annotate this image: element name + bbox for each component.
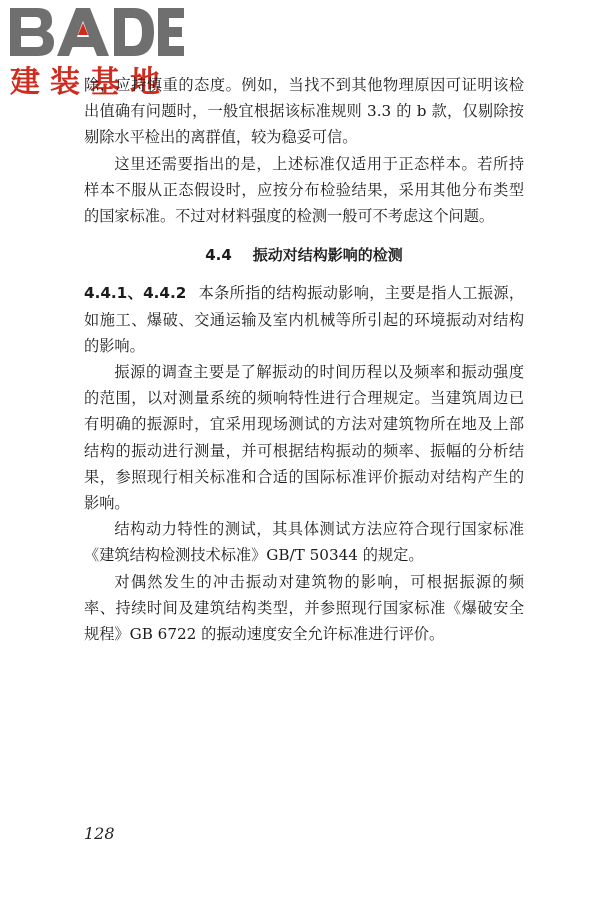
clause-paragraph [84,280,524,359]
paragraph-normality-note: 这里还需要指出的是，上述标准仅适用于正态样本。若所持样本不服从正态假设时，应按分布检验结果，采用其他分布类型的国家标准。不过对材料强度的检测一般可不考虑这个问题。 [84,154,524,226]
section-number: 4.4 [205,246,232,265]
clause-number: 4.4.1、4.4.2 [84,284,187,303]
paragraph-impact-vibration: 对偶然发生的冲击振动对建筑物的影响，可根据振源的频率、持续时间及建筑结构类型，并参照现行国家标准《爆破安全规程》GB 6722 的振动速度安全允许标准进行评价。 [84,572,524,644]
paragraph-continued: 除，应持慎重的态度。例如，当找不到其他物理原因可证明该检出值确有问题时，一般宜根据该标准规则 3.3 的 b 款，仅剔除按剔除水平检出的离群值，较为稳妥可信。 [84,76,524,147]
clause-text: 本条所指的结构振动影响，主要是指人工振源，如施工、爆破、交通运输及室内机械等所引起的环境振动对结构的影响。 [84,284,525,355]
logo-wordmark-letters [10,8,184,56]
page-body [84,72,524,647]
paragraph-vibration-source: 振源的调查主要是了解振动的时间历程以及频率和振动强度的范围，以对测量系统的频响特性进行合理规定。当建筑周边已有明确的振源时，宜采用现场测试的方法对建筑物所在地及上部结构的振动进行测量，并可根据结构振动的频率、振幅的分析结果，参照现行相关标准和合适的国际标准评价振动对结构产生的影响。 [84,363,524,513]
section-title: 振动对结构影响的检测 [252,246,403,265]
section-heading [84,242,524,268]
page-number: 128 [84,824,115,843]
paragraph-dynamic-testing: 结构动力特性的测试，其具体测试方法应符合现行国家标准《建筑结构检测技术标准》GB/T 50344 的规定。 [84,520,524,565]
logo-tagline: 建装基地 [10,65,170,100]
